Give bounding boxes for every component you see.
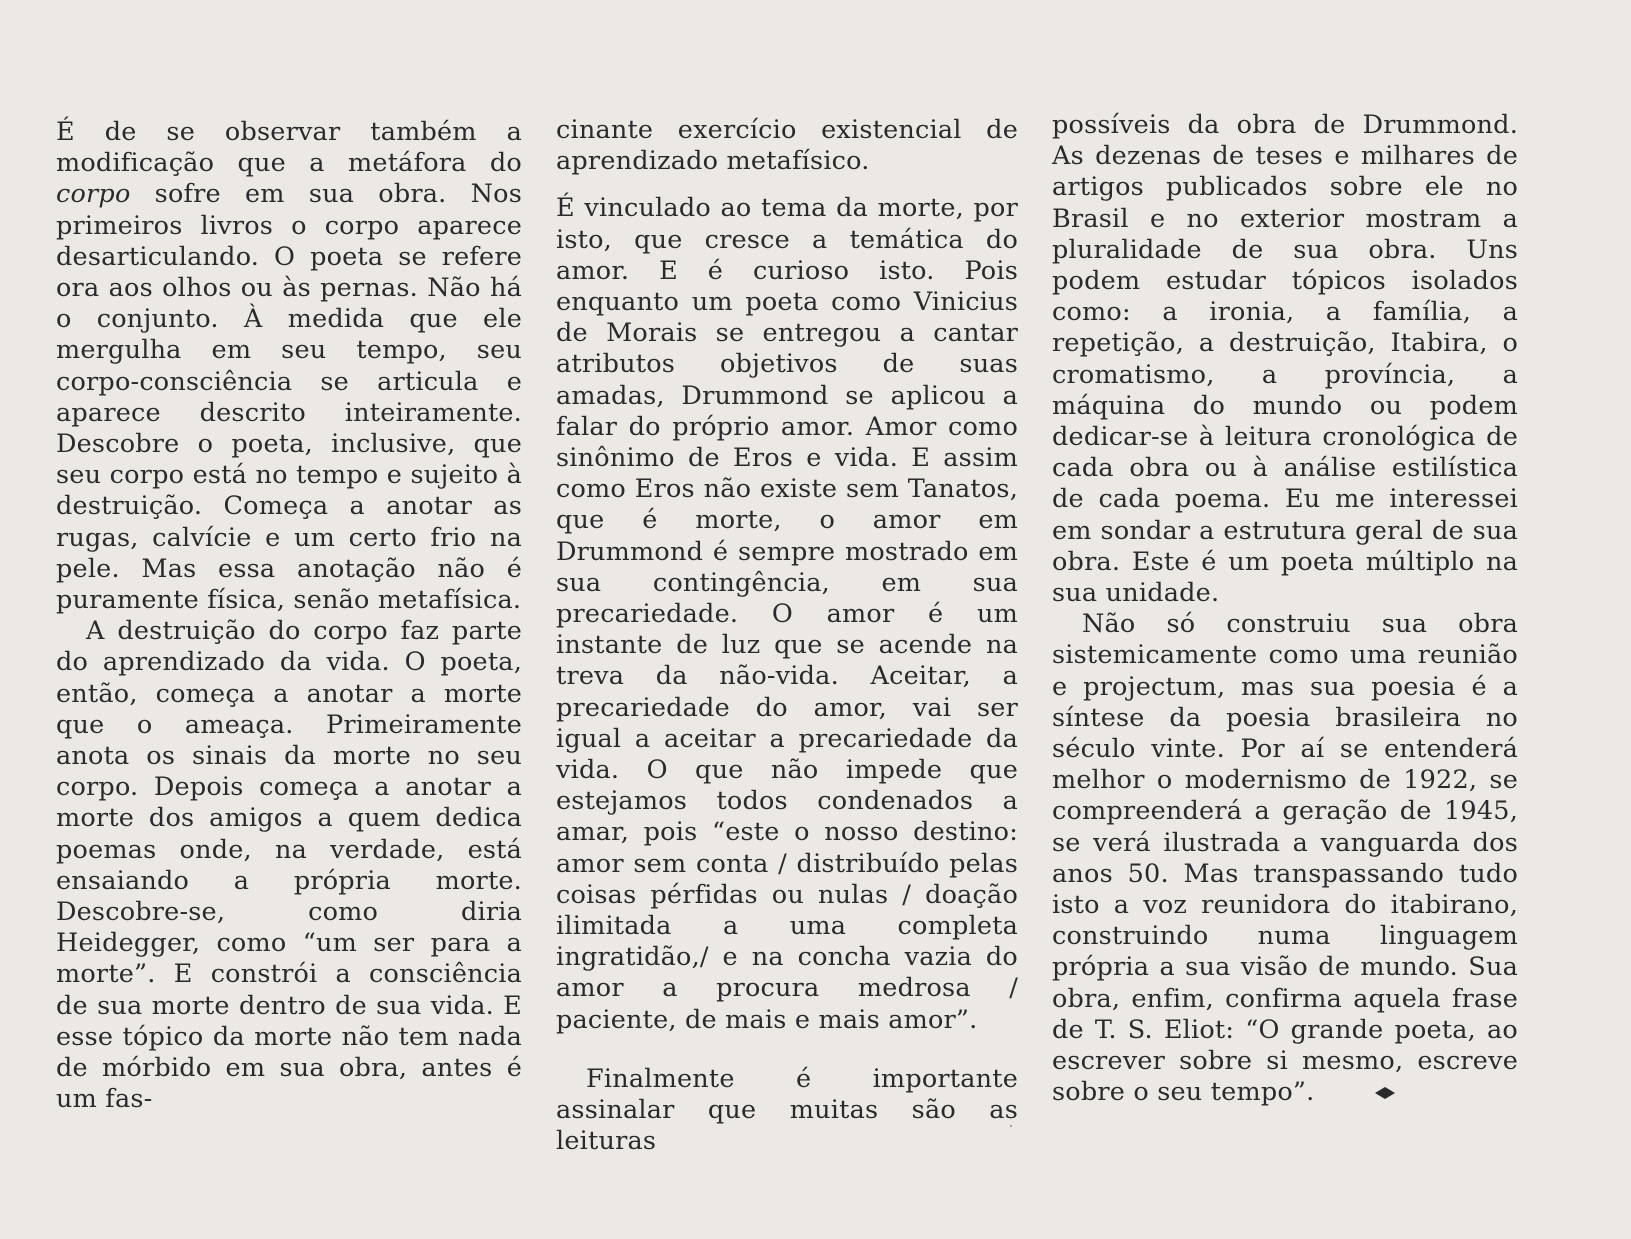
paragraph-text: Não só construiu sua obra sistemicamente como uma reunião e projectum, mas sua poesia é a síntese da poesia brasileira no século vinte. Por aí se entenderá melhor o modernismo de 1922, se compreenderá a geração de 1945, se verá ilustrada a vanguarda dos anos 50. Mas transpassando tudo isto a voz reunidora do itabirano, construindo numa linguagem própria a sua visão de mundo. Sua obra, enfim, confirma aquela frase de T. S. Eliot: “O grande poeta, ao escrever sobre si mesmo, escreve sobre o seu tempo”. <box>1052 609 1518 1108</box>
paragraph: A destruição do corpo faz parte do aprendizado da vida. O poeta, então, começa a anotar a morte que o ameaça. Primeiramente anota os sinais da morte no seu corpo. Depois começa a anotar a morte dos amigos a quem dedica poemas onde, na verdade, está ensaiando a própria morte. Descobre-se, como diria Heidegger, como “um ser para a morte”. E constrói a consciência de sua morte dentro de sua vida. E esse tópico da morte não tem nada de mórbido em sua obra, antes é um fas- <box>56 616 522 1115</box>
paragraph: Finalmente é importante assinalar que muitas são as leituras <box>556 1063 1018 1157</box>
diamond-end-mark-icon <box>1374 1086 1396 1100</box>
paragraph: cinante exercício existencial de aprendizado metafísico. <box>556 115 1018 177</box>
paragraph: possíveis da obra de Drummond. As dezenas de teses e milhares de artigos publicados sobre ele no Brasil e no exterior mostram a pluralidade de sua obra. Uns podem estudar tópicos isolados como: a ironia, a família, a repetição, a destruição, Itabira, o cromatismo, a província, a máquina do mundo ou podem dedicar-se à leitura cronológica de cada obra ou à análise estilística de cada poema. Eu me interessei em sondar a estrutura geral de sua obra. Este é um poeta múltiplo na sua unidade. <box>1052 110 1518 609</box>
paragraph: É vinculado ao tema da morte, por isto, que cresce a temática do amor. E é curioso isto. Pois enquanto um poeta como Vinicius de Morais se entregou a cantar atributos objetivos de suas amadas, Drummond se aplicou a falar do próprio amor. Amor como sinônimo de Eros e vida. E assim como Eros não existe sem Tanatos, que é morte, o amor em Drummond é sempre mostrado em sua contingência, em sua precariedade. O amor é um instante de luz que se acende na treva da não-vida. Aceitar, a precariedade do amor, vai ser igual a aceitar a precariedade da vida. O que não impede que estejamos todos condenados a amar, pois “este o nosso destino: amor sem conta / distribuído pelas coisas pérfidas ou nulas / doação ilimitada a uma completa ingratidão,/ e na concha vazia do amor a procura medrosa / paciente, de mais e mais amor”. <box>556 193 1018 1035</box>
italic-word: corpo <box>56 179 131 210</box>
paragraph <box>1052 609 1518 1108</box>
paragraph-text: sofre em sua obra. Nos primeiros livros o corpo aparece desarticulando. O poeta se refere ora aos olhos ou às pernas. Não há o conjunto. À medida que ele mergulha em seu tempo, seu corpo-consciência se articula e aparece descrito inteiramente. Descobre o poeta, inclusive, que seu corpo está no tempo e sujeito à destruição. Começa a anotar as rugas, calvície e um certo frio na pele. Mas essa anotação não é puramente física, senão metafísica. <box>56 179 522 616</box>
text-column-2 <box>556 115 1018 1158</box>
print-speck <box>1010 1125 1012 1127</box>
paragraph-text: É de se observar também a modificação que a metáfora do <box>56 117 522 179</box>
paragraph <box>56 117 522 616</box>
text-column-1 <box>56 117 522 1116</box>
text-column-3 <box>1052 110 1518 1109</box>
